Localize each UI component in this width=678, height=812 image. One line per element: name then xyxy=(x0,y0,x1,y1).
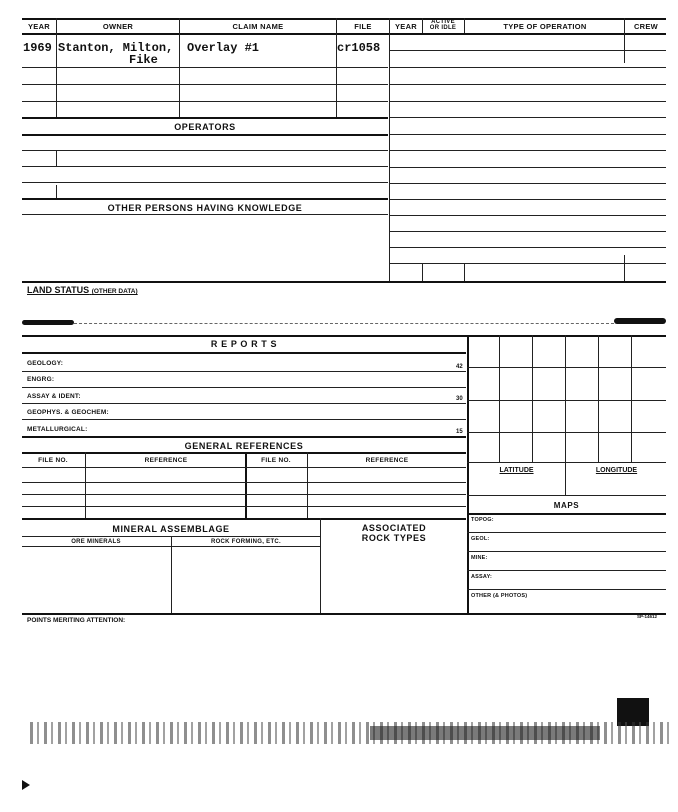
report-geophys-geochem: GEOPHYS. & GEOCHEM: xyxy=(27,409,109,416)
row-line xyxy=(22,101,388,102)
top-rule xyxy=(22,18,666,20)
col-divider xyxy=(320,518,321,613)
row-line xyxy=(390,247,666,248)
bottom-rule xyxy=(22,613,666,615)
section-operators: OPERATORS xyxy=(174,122,236,132)
map-assay: ASSAY: xyxy=(471,574,493,580)
col-divider xyxy=(171,536,172,613)
grid-row xyxy=(467,432,666,433)
col-divider xyxy=(336,33,337,117)
land-status-sub: (OTHER DATA) xyxy=(91,288,138,295)
report-engrg: ENGRG: xyxy=(27,376,55,383)
record-year: 1969 xyxy=(23,41,52,55)
tick-mark xyxy=(56,150,57,166)
col-divider xyxy=(85,452,86,518)
header-claim-name: CLAIM NAME xyxy=(232,22,284,31)
record-owner-line2: Fike xyxy=(129,53,158,67)
col-divider-main xyxy=(467,335,469,613)
row-line xyxy=(390,231,666,232)
row-line xyxy=(467,551,666,552)
gr-reference-1: REFERENCE xyxy=(144,457,188,464)
header-year-2: YEAR xyxy=(394,22,418,31)
col-divider xyxy=(56,33,57,117)
row-line xyxy=(467,532,666,533)
col-divider xyxy=(624,33,625,63)
header-type-of-operation: TYPE OF OPERATION xyxy=(503,22,587,31)
section-associated-rock-types xyxy=(322,523,466,543)
map-mine: MINE: xyxy=(471,555,488,561)
land-status-line xyxy=(74,323,614,324)
grid-col xyxy=(631,335,632,462)
row-line xyxy=(22,67,388,68)
report-geology-num: 42 xyxy=(456,364,463,370)
header-bottom-rule xyxy=(22,33,666,35)
map-other-photos: OTHER (& PHOTOS) xyxy=(471,593,528,599)
land-status-label: LAND STATUS xyxy=(27,285,90,295)
grid-col xyxy=(532,335,533,462)
row-line xyxy=(390,167,666,168)
report-assay-ident: ASSAY & IDENT: xyxy=(27,393,81,400)
row-line xyxy=(390,150,666,151)
col-divider xyxy=(624,255,625,281)
row-line xyxy=(390,199,666,200)
row-line xyxy=(390,215,666,216)
row-line xyxy=(390,84,666,85)
land-status-title xyxy=(27,285,138,295)
row-line xyxy=(390,117,666,118)
longitude-label: LONGITUDE xyxy=(595,467,638,474)
row-line xyxy=(22,182,388,183)
map-topog: TOPOG: xyxy=(471,517,494,523)
gr-file-no-1: FILE NO. xyxy=(38,457,68,464)
row-line xyxy=(22,214,388,215)
col-divider xyxy=(307,452,308,518)
record-file: cr1058 xyxy=(337,41,381,55)
row-line xyxy=(22,371,466,372)
ink-smudge xyxy=(614,318,666,324)
report-geology: GEOLOGY: xyxy=(27,360,64,367)
record-claim-name: Overlay #1 xyxy=(187,41,260,55)
section-reports: R E P O R T S xyxy=(210,339,278,349)
report-assay-num: 30 xyxy=(456,396,463,402)
col-divider xyxy=(179,33,180,117)
row-line xyxy=(22,494,466,495)
col-divider xyxy=(624,18,625,33)
row-line xyxy=(22,506,466,507)
row-line xyxy=(22,452,466,454)
col-divider xyxy=(422,18,423,33)
active-label: ACTIVE xyxy=(431,19,455,25)
row-line xyxy=(390,101,666,102)
assoc-line1: ASSOCIATED xyxy=(361,523,427,533)
section-general-references: GENERAL REFERENCES xyxy=(184,441,304,451)
report-metallurgical: METALLURGICAL: xyxy=(27,426,88,433)
row-line xyxy=(22,166,388,167)
row-line xyxy=(22,403,466,404)
header-file: FILE xyxy=(354,22,372,31)
header-year: YEAR xyxy=(27,22,51,31)
reports-top-rule xyxy=(22,335,666,337)
col-divider xyxy=(464,263,465,281)
row-line xyxy=(22,518,466,520)
row-line xyxy=(22,352,466,354)
gr-reference-2: REFERENCE xyxy=(365,457,409,464)
section-maps: MAPS xyxy=(553,501,580,510)
ink-smudge xyxy=(22,320,74,325)
col-divider xyxy=(179,18,180,33)
row-line xyxy=(22,117,388,119)
col-divider xyxy=(422,263,423,281)
latitude-label: LATITUDE xyxy=(499,467,534,474)
row-line xyxy=(22,134,388,136)
col-divider xyxy=(464,18,465,33)
row-line xyxy=(22,198,388,200)
grid-col xyxy=(565,335,566,495)
grid-col xyxy=(499,335,500,462)
row-line xyxy=(22,436,466,438)
tick-mark xyxy=(56,185,57,198)
col-divider xyxy=(245,452,247,518)
grid-row xyxy=(467,462,666,463)
points-meriting-attention: POINTS MERITING ATTENTION: xyxy=(27,617,126,624)
row-line xyxy=(390,183,666,184)
scan-noise-dark xyxy=(370,726,600,740)
map-geol: GEOL: xyxy=(471,536,490,542)
header-owner: OWNER xyxy=(102,22,134,31)
grid-row xyxy=(467,367,666,368)
row-line xyxy=(22,84,388,85)
header-crew: CREW xyxy=(633,22,659,31)
top-block-bottom-rule xyxy=(22,281,666,283)
gr-file-no-2: FILE NO. xyxy=(261,457,291,464)
row-line xyxy=(390,67,666,68)
grid-col xyxy=(598,335,599,462)
row-line xyxy=(467,589,666,590)
col-divider xyxy=(336,18,337,33)
section-mineral-assemblage: MINERAL ASSEMBLAGE xyxy=(112,524,230,534)
row-line xyxy=(22,467,466,468)
col-divider xyxy=(56,18,57,33)
grid-row xyxy=(467,495,666,496)
or-idle-label: OR IDLE xyxy=(429,25,457,31)
row-line xyxy=(22,150,388,151)
row-line xyxy=(22,482,466,483)
grid-row xyxy=(467,400,666,401)
ore-minerals-label: ORE MINERALS xyxy=(71,539,121,545)
form-number: SP-14612 xyxy=(637,614,658,619)
assoc-line2: ROCK TYPES xyxy=(361,533,427,543)
rock-forming-label: ROCK FORMING, ETC. xyxy=(210,539,282,545)
row-line xyxy=(22,419,466,420)
record-owner-line1: Stanton, Milton, xyxy=(58,41,174,55)
corner-arrow-icon xyxy=(22,780,30,790)
header-active-or-idle xyxy=(423,19,463,31)
row-line xyxy=(467,513,666,515)
section-other-persons: OTHER PERSONS HAVING KNOWLEDGE xyxy=(107,203,303,213)
row-line xyxy=(22,387,466,388)
report-metallurgical-num: 15 xyxy=(456,429,463,435)
row-line xyxy=(467,570,666,571)
row-line xyxy=(390,134,666,135)
